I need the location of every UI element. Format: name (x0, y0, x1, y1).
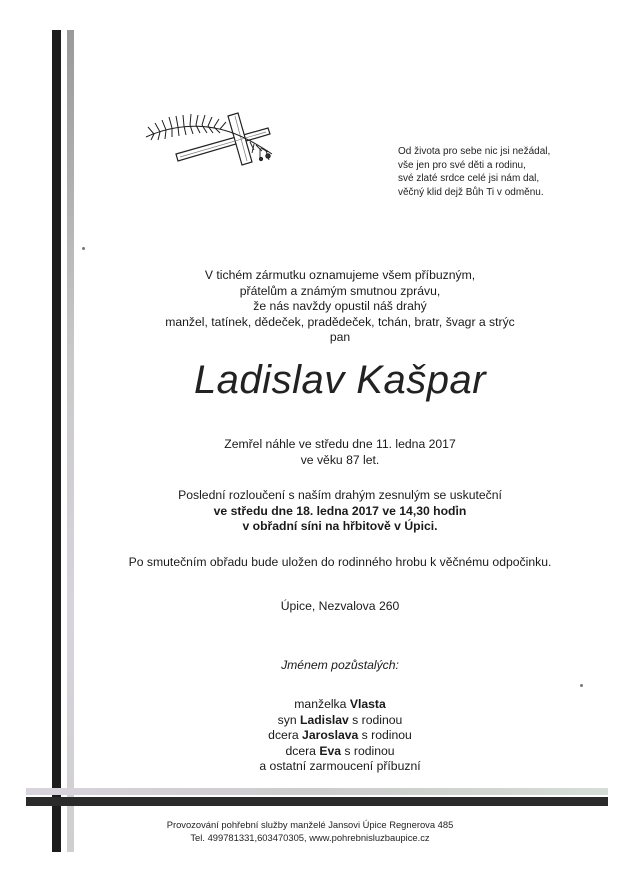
relative-row (80, 759, 600, 775)
on-behalf-heading: Jménem pozůstalých: (281, 658, 399, 672)
relative-relation: syn (277, 712, 301, 727)
left-black-border (52, 30, 61, 852)
deceased-name: Ladislav Kašpar (193, 358, 487, 402)
poem-line: vše jen pro své děti a rodinu, (398, 159, 526, 171)
footer-contact: Tel. 499781331,603470305, www.pohrebnisluzbaupice.cz (190, 832, 430, 843)
burial-note: Po smutečním obřadu bude uložen do rodinného hrobu k věčnému odpočinku. (128, 555, 552, 569)
footer-line: Provozování pohřební služby manželé Jansovi Úpice Regnerova 485 (166, 819, 454, 830)
relatives-list (80, 697, 600, 775)
bottom-black-border (26, 797, 608, 806)
left-grey-border (67, 30, 74, 852)
relative-row (80, 697, 600, 713)
relative-relation: dcera (268, 728, 303, 743)
farewell-line: Poslední rozloučení s naším drahým zesnulým se uskuteční (178, 488, 502, 502)
intro-line: V tichém zármutku oznamujeme všem příbuzným, (204, 268, 476, 282)
cross-with-palm-branch-icon (140, 104, 285, 169)
death-line: Zemřel náhle ve středu dne 11. ledna 2017 (224, 437, 456, 451)
relative-suffix: s rodinou (358, 728, 412, 743)
relative-row (80, 713, 600, 729)
funeral-service-footer (60, 818, 560, 844)
relative-name: Eva (319, 743, 342, 758)
relative-name: Jaroslava (302, 728, 359, 743)
death-line: ve věku 87 let. (300, 452, 380, 467)
poem-line: své zlaté srdce celé jsi nám dal, (398, 173, 540, 184)
relative-relation: a ostatní zarmoucení příbuzní (259, 759, 421, 774)
relative-name: Ladislav (300, 712, 349, 727)
intro-line: že nás navždy opustil náš drahý (253, 299, 427, 314)
relative-suffix: s rodinou (341, 743, 395, 758)
farewell-info (80, 488, 600, 535)
farewell-date: ve středu dne 18. ledna 2017 ve 14,30 hodin (213, 503, 467, 518)
relative-row (80, 744, 600, 760)
relative-suffix: s rodinou (348, 712, 403, 727)
relative-relation: manželka (294, 697, 350, 711)
poem-line: Od života pro sebe nic jsi nežádal, (398, 146, 551, 157)
memorial-poem (398, 145, 598, 199)
poem-line: věčný klid dejž Bůh Ti v odměnu. (398, 186, 544, 198)
relative-name: Vlasta (349, 697, 386, 711)
intro-line: manžel, tatínek, dědeček, pradědeček, tchán, bratr, švagr a strýc (165, 314, 515, 329)
relative-row (80, 728, 600, 744)
farewell-place: v obřadní síni na hřbitově v Úpici. (242, 519, 438, 534)
scan-speck (580, 684, 583, 687)
relative-relation: dcera (285, 743, 320, 758)
bottom-grey-border (26, 788, 608, 795)
intro-line: přátelům a známým smutnou zprávu, (239, 283, 441, 298)
intro-line: pan (329, 330, 351, 345)
announcement-intro (80, 268, 600, 346)
death-info (80, 437, 600, 468)
address: Úpice, Nezvalova 260 (280, 599, 400, 613)
scan-speck (82, 247, 85, 250)
